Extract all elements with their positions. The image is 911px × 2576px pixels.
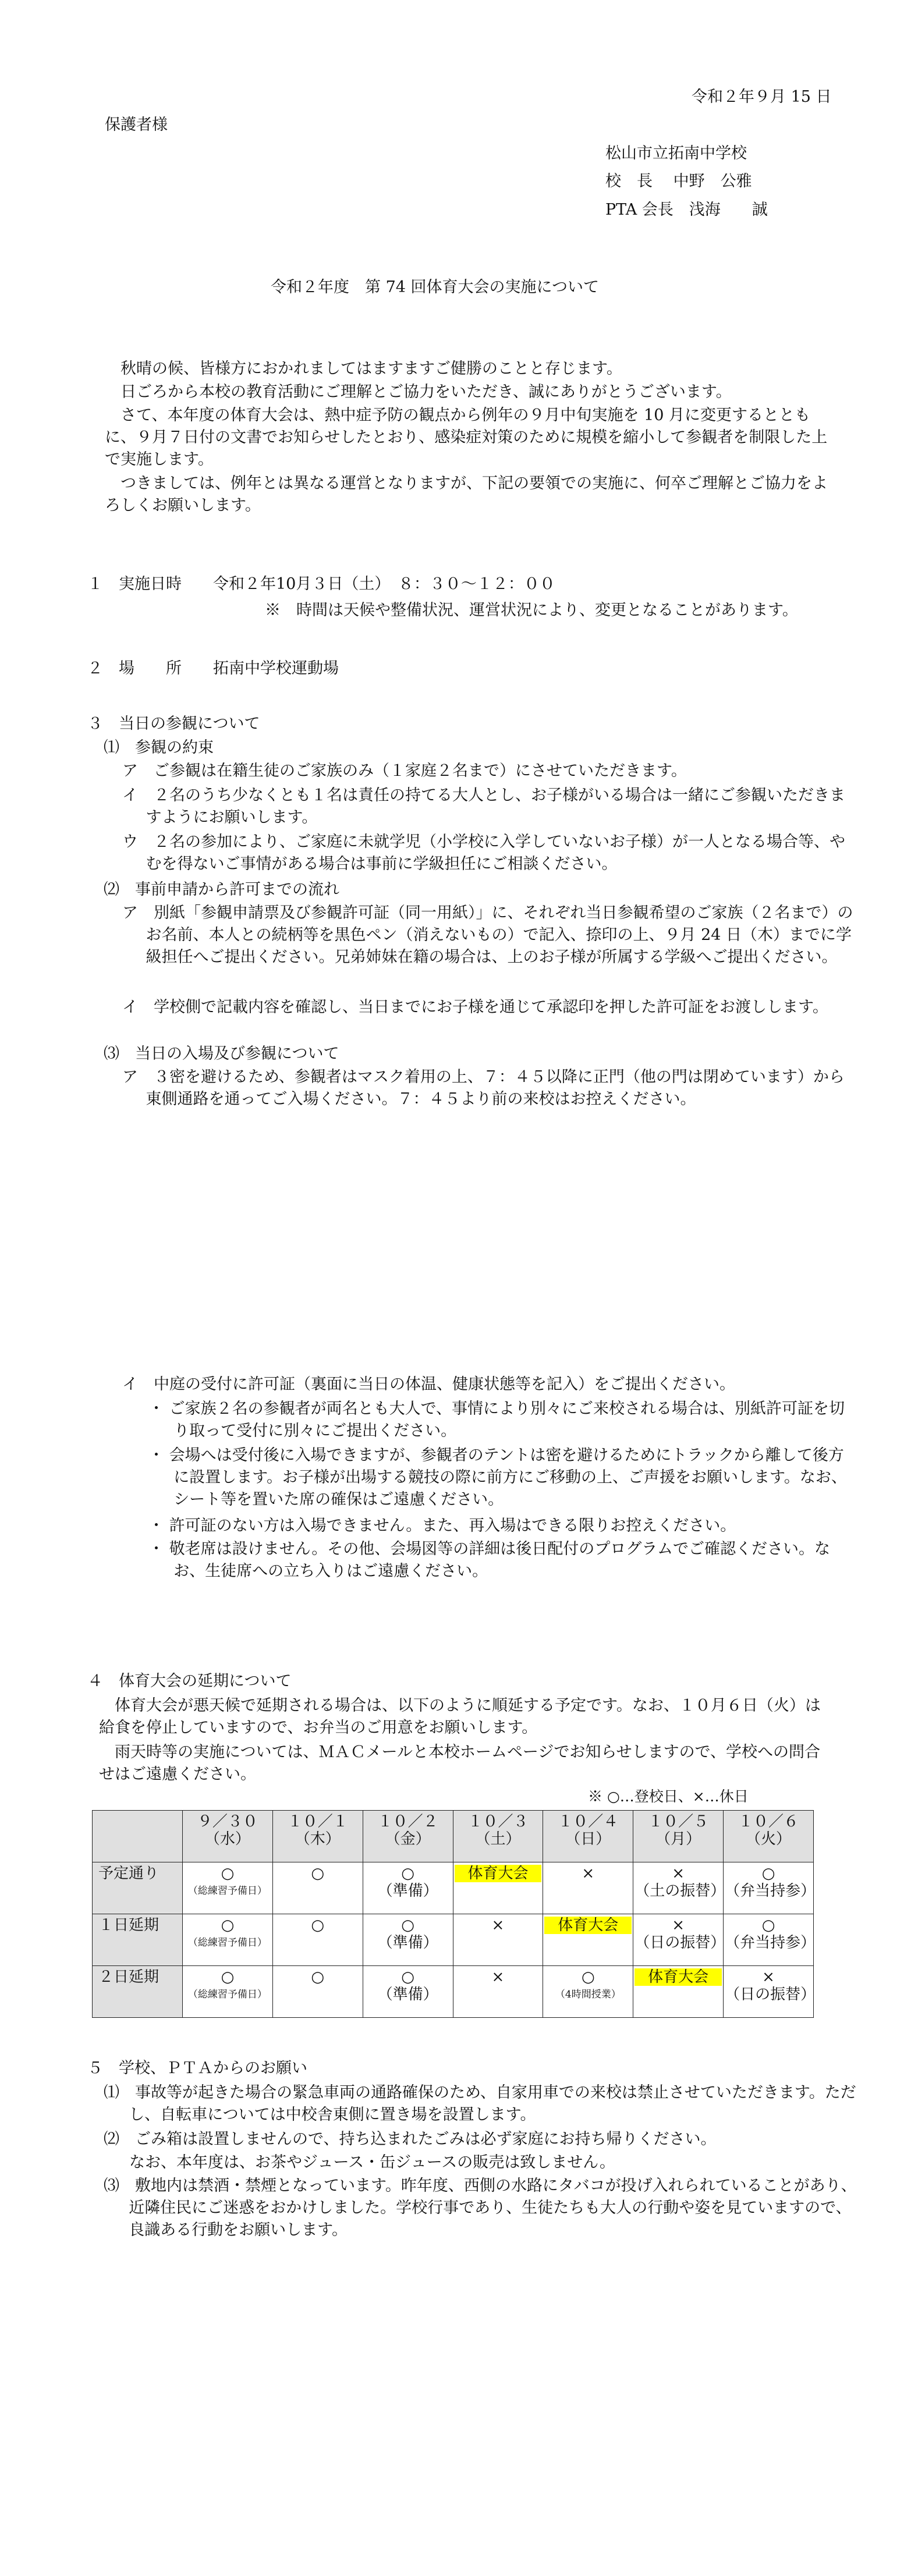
attendance-mark: ○ <box>761 1865 775 1882</box>
attendance-mark: ○ <box>221 1968 235 1986</box>
schedule-cell <box>633 1966 724 2018</box>
date-label: ９／３０ <box>197 1813 258 1830</box>
attendance-mark: ○ <box>311 1917 325 1934</box>
attendance-mark: × <box>672 1917 685 1934</box>
schedule-cell <box>363 1966 453 2018</box>
schedule-cell <box>363 1914 453 1966</box>
attendance-mark: ○ <box>221 1917 235 1934</box>
section-3-sub-2: ⑵ 事前申請から許可までの流れ <box>104 881 339 899</box>
cell-note: （日の振替） <box>725 1986 816 2003</box>
table-legend: ※ ○…登校日、×…休日 <box>588 1788 749 1805</box>
schedule-cell <box>453 1862 543 1914</box>
bullet-3-text: 許可証のない方は入場できません。また、再入場はできる限りお控えください。 <box>169 1517 736 1535</box>
pta-chair-name: PTA 会長 浅海 誠 <box>605 201 768 219</box>
section-4-paragraph-1: 体育大会が悪天候で延期される場合は、以下のように順延する予定です。なお、１０月６日（火）は給食を停止していますので、お弁当のご用意をお願いします。 <box>99 1697 821 1737</box>
section-3-sub-1-c: ウ ２名の参加により、ご家庭に未就学児（小学校に入学していないお子様）が一人となる場合等、やむを得ないご事情がある場合は事前に学級担任にご相談ください。 <box>122 833 845 873</box>
weekday-label: （日） <box>565 1830 611 1848</box>
date-label: １０／６ <box>738 1813 799 1830</box>
date-label: １０／３ <box>467 1813 529 1830</box>
date-label: １０／１ <box>287 1813 348 1830</box>
table-date-header <box>543 1811 633 1862</box>
intro-paragraph-1: 秋晴の候、皆様方におかれましてはますますご健勝のことと存じます。 <box>120 360 622 378</box>
page-title: 令和２年度 第 74 回体育大会の実施について <box>271 278 599 296</box>
table-row <box>93 1966 814 2018</box>
schedule-cell <box>724 1862 814 1914</box>
date-label: １０／５ <box>648 1813 709 1830</box>
table-header-row <box>93 1811 814 1862</box>
section-3-sub-2-b: イ 学校側で記載内容を確認し、当日までにお子様を通じて承認印を押した許可証をお渡しします。 <box>122 998 828 1016</box>
schedule-cell <box>543 1914 633 1966</box>
schedule-cell <box>453 1966 543 2018</box>
table-date-header <box>363 1811 453 1862</box>
intro-paragraph-2: 日ごろから本校の教育活動にご理解とご協力をいただき、誠にありがとうございます。 <box>120 383 732 401</box>
section-3-sub-2-a: ア 別紙「参観申請票及び参観許可証（同一用紙）」に、それぞれ当日参観希望のご家族（２名まで）のお名前、本人との続柄等を黒色ペン（消えないもの）で記入、捺印の上、９月 24 日（木）までに学級担任へご提出ください。兄弟姉妹在籍の場合は、上のお子様が所属する学級へご提出ください。 <box>122 904 853 966</box>
section-3-sub-1-b: イ ２名のうち少なくとも１名は責任の持てる大人とし、お子様がいる場合は一緒にご参観いただきますようにお願いします。 <box>122 786 845 826</box>
cell-note: （弁当持参） <box>725 1934 816 1951</box>
cell-note: （4時間授業） <box>555 1989 621 2000</box>
weekday-label: （金） <box>385 1830 431 1848</box>
section-4-heading: ４ 体育大会の延期について <box>87 1672 292 1690</box>
letter-date: 令和２年９月 15 日 <box>692 88 832 106</box>
section-3-sub-3: ⑶ 当日の入場及び参観について <box>104 1045 339 1063</box>
bullet-2-text: 会場へは受付後に入場できますが、参観者のテントは密を避けるためにトラックから離して後方に設置します。お子様が出場する競技の際に前方にご移動の上、ご声援をお願いします。なお、シート等を置いた席の確保はご遠慮ください。 <box>169 1446 847 1509</box>
section-5-item-2-note: なお、本年度は、お茶やジュース・缶ジュースの販売は致しません。 <box>129 2153 615 2171</box>
postponement-table <box>92 1810 814 2018</box>
attendance-mark: ○ <box>311 1968 325 1986</box>
event-day-mark: 体育大会 <box>544 1917 632 1934</box>
section-5-item-1: ⑴ 事故等が起きた場合の緊急車両の通路確保のため、自家用車での来校は禁止させていただきます。ただし、自転車については中校舎東側に置き場を設置します。 <box>104 2084 856 2124</box>
row-label: 予定通り <box>93 1862 183 1914</box>
intro-paragraph-3: さて、本年度の体育大会は、熱中症予防の観点から例年の９月中旬実施を 10 月に変更するとともに、９月７日付の文書でお知らせしたとおり、感染症対策のために規模を縮小して参観者を制限した上で実施します。 <box>105 406 828 469</box>
row-label: １日延期 <box>93 1914 183 1966</box>
section-1-note: ※ 時間は天候や整備状況、運営状況により、変更となることがあります。 <box>265 601 798 619</box>
attendance-mark: ○ <box>401 1968 414 1986</box>
principal-name: 校 長 中野 公雅 <box>605 172 752 190</box>
schedule-cell <box>724 1914 814 1966</box>
table-date-header <box>633 1811 724 1862</box>
cell-note: （総練習予備日） <box>187 1937 267 1949</box>
section-3-sub-3-b: イ 中庭の受付に許可証（裏面に当日の体温、健康状態等を記入）をご提出ください。 <box>122 1375 735 1393</box>
schedule-cell <box>183 1914 273 1966</box>
schedule-cell <box>272 1862 363 1914</box>
table-corner-cell <box>93 1811 183 1862</box>
schedule-cell <box>543 1966 633 2018</box>
section-3-sub-1: ⑴ 参観の約束 <box>104 739 214 757</box>
date-label: １０／２ <box>377 1813 438 1830</box>
attendance-mark: × <box>491 1968 505 1986</box>
cell-note: （準備） <box>377 1986 438 2003</box>
section-3-heading: ３ 当日の参観について <box>87 715 260 733</box>
cell-note: （準備） <box>377 1934 438 1951</box>
table-row <box>93 1914 814 1966</box>
section-5-heading: ５ 学校、ＰＴＡからのお願い <box>87 2059 307 2077</box>
attendance-mark: ○ <box>401 1917 414 1934</box>
section-5-item-2: ⑵ ごみ箱は設置しませんので、持ち込まれたごみは必ず家庭にお持ち帰りください。 <box>104 2130 717 2148</box>
intro-paragraph-4: つきましては、例年とは異なる運営となりますが、下記の要領での実施に、何卒ご理解とご協力をよろしくお願いします。 <box>105 474 828 515</box>
attendance-mark: × <box>491 1917 505 1934</box>
section-3-sub-1-a: ア ご参観は在籍生徒のご家族のみ（１家庭２名まで）にさせていただきます。 <box>122 762 687 780</box>
attendance-mark: ○ <box>581 1968 595 1986</box>
schedule-cell <box>543 1862 633 1914</box>
table-date-header <box>183 1811 273 1862</box>
weekday-label: （土） <box>475 1830 521 1848</box>
schedule-cell <box>183 1862 273 1914</box>
cell-note: （総練習予備日） <box>187 1989 267 2000</box>
cell-note: （弁当持参） <box>725 1882 816 1900</box>
bullet-1-text: ご家族２名の参観者が両名とも大人で、事情により別々にご来校される場合は、別紙許可証を切り取って受付に別々にご提出ください。 <box>169 1400 845 1440</box>
weekday-label: （火） <box>746 1830 792 1848</box>
date-label: １０／４ <box>558 1813 619 1830</box>
cell-note: （土の振替） <box>634 1882 726 1900</box>
bullet-2: ・ 会場へは受付後に入場できますが、参観者のテントは密を避けるためにトラックから離して後方に設置します。お子様が出場する競技の際に前方にご移動の上、ご声援をお願いします。なお、シート等を置いた席の確保はご遠慮ください。 <box>148 1446 847 1509</box>
section-1-heading: １ 実施日時 令和２年10月３日（土） ８：３０～１２：００ <box>87 575 555 593</box>
schedule-cell <box>363 1862 453 1914</box>
weekday-label: （月） <box>655 1830 701 1848</box>
weekday-label: （水） <box>204 1830 250 1848</box>
schedule-cell <box>633 1914 724 1966</box>
bullet-4: ・ 敬老席は設けません。その他、会場図等の詳細は後日配付のプログラムでご確認ください。なお、生徒席への立ち入りはご遠慮ください。 <box>148 1540 830 1580</box>
schedule-cell <box>272 1966 363 2018</box>
attendance-mark: × <box>762 1968 775 1986</box>
section-3-sub-3-a: ア ３密を避けるため、参観者はマスク着用の上、７：４５以降に正門（他の門は閉めています）から東側通路を通ってご入場ください。７：４５より前の来校はお控えください。 <box>122 1068 845 1108</box>
attendance-mark: × <box>582 1865 595 1882</box>
attendance-mark: ○ <box>401 1865 414 1882</box>
schedule-cell <box>633 1862 724 1914</box>
schedule-cell <box>272 1914 363 1966</box>
bullet-3: ・ 許可証のない方は入場できません。また、再入場はできる限りお控えください。 <box>148 1517 736 1535</box>
cell-note: （総練習予備日） <box>187 1885 267 1897</box>
section-2-heading: ２ 場 所 拓南中学校運動場 <box>87 659 339 677</box>
attendance-mark: × <box>672 1865 685 1882</box>
event-day-mark: 体育大会 <box>455 1865 542 1882</box>
attendance-mark: ○ <box>761 1917 775 1934</box>
table-date-header <box>272 1811 363 1862</box>
weekday-label: （木） <box>295 1830 341 1848</box>
attendance-mark: ○ <box>311 1865 325 1882</box>
school-name: 松山市立拓南中学校 <box>605 144 747 162</box>
section-5-item-3: ⑶ 敷地内は禁酒・禁煙となっています。昨年度、西側の水路にタバコが投げ入れられていることがあり、近隣住民にご迷惑をおかけしました。学校行事であり、生徒たちも大人の行動や姿を見ていますので、良識ある行動をお願いします。 <box>104 2177 857 2239</box>
cell-note: （準備） <box>377 1882 438 1900</box>
addressee: 保護者様 <box>105 116 168 134</box>
schedule-cell <box>453 1914 543 1966</box>
cell-note: （日の振替） <box>634 1934 726 1951</box>
event-day-mark: 体育大会 <box>634 1968 722 1986</box>
row-label: ２日延期 <box>93 1966 183 2018</box>
attendance-mark: ○ <box>221 1865 235 1882</box>
schedule-cell <box>724 1966 814 2018</box>
bullet-4-text: 敬老席は設けません。その他、会場図等の詳細は後日配付のプログラムでご確認ください。なお、生徒席への立ち入りはご遠慮ください。 <box>169 1540 830 1580</box>
table-date-header <box>453 1811 543 1862</box>
bullet-1: ・ ご家族２名の参観者が両名とも大人で、事情により別々にご来校される場合は、別紙許可証を切り取って受付に別々にご提出ください。 <box>148 1400 845 1440</box>
table-date-header <box>724 1811 814 1862</box>
table-row <box>93 1862 814 1914</box>
section-4-paragraph-2: 雨天時等の実施については、ＭＡＣメールと本校ホームページでお知らせしますので、学校への問合せはご遠慮ください。 <box>99 1743 821 1783</box>
schedule-cell <box>183 1966 273 2018</box>
